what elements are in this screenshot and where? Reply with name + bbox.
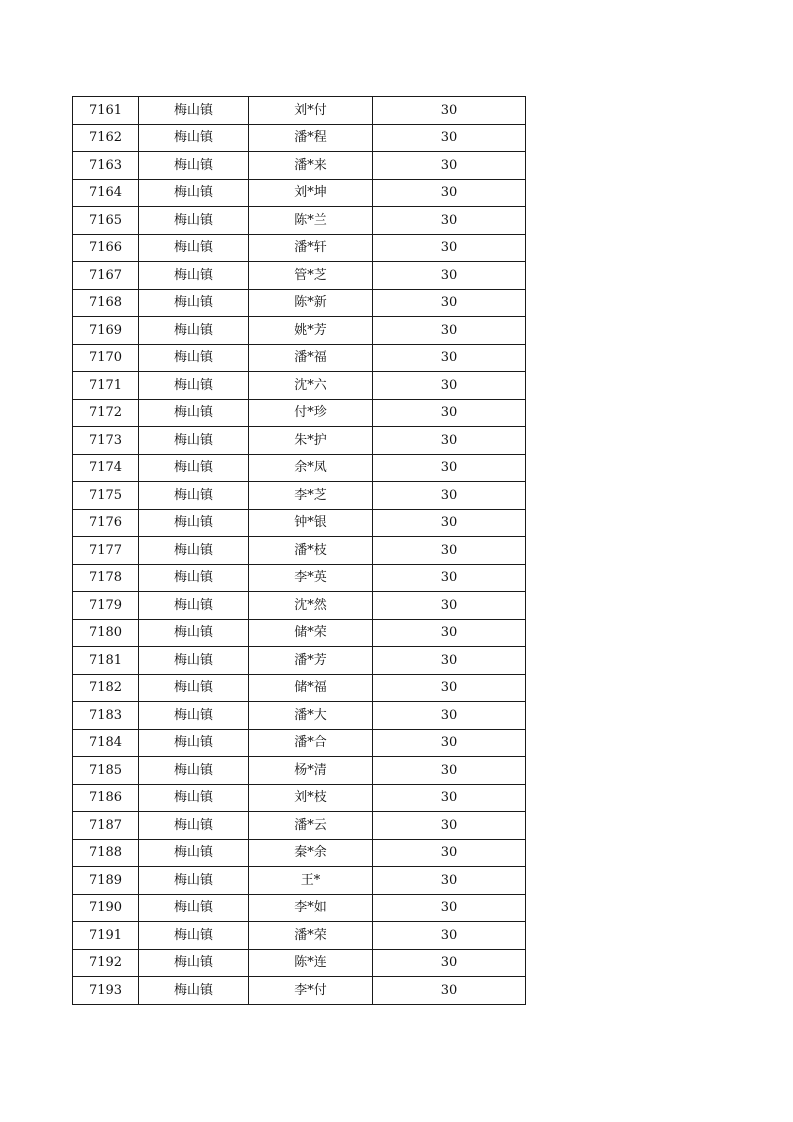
town-cell: 梅山镇 <box>139 729 249 757</box>
town-cell: 梅山镇 <box>139 839 249 867</box>
row-number-cell: 7168 <box>73 289 139 317</box>
table-row <box>73 289 526 317</box>
row-number-cell: 7186 <box>73 784 139 812</box>
name-cell: 储*荣 <box>249 619 373 647</box>
town-cell: 梅山镇 <box>139 234 249 262</box>
row-number-cell: 7192 <box>73 949 139 977</box>
row-number-cell: 7167 <box>73 262 139 290</box>
table-row <box>73 867 526 895</box>
table-row <box>73 784 526 812</box>
town-cell: 梅山镇 <box>139 757 249 785</box>
table-row <box>73 317 526 345</box>
amount-cell: 30 <box>373 207 526 235</box>
amount-cell: 30 <box>373 399 526 427</box>
name-cell: 刘*坤 <box>249 179 373 207</box>
row-number-cell: 7177 <box>73 537 139 565</box>
row-number-cell: 7189 <box>73 867 139 895</box>
amount-cell: 30 <box>373 344 526 372</box>
row-number-cell: 7164 <box>73 179 139 207</box>
table-row <box>73 647 526 675</box>
town-cell: 梅山镇 <box>139 509 249 537</box>
name-cell: 陈*新 <box>249 289 373 317</box>
table-row <box>73 399 526 427</box>
town-cell: 梅山镇 <box>139 427 249 455</box>
table-row <box>73 812 526 840</box>
amount-cell: 30 <box>373 784 526 812</box>
amount-cell: 30 <box>373 537 526 565</box>
town-cell: 梅山镇 <box>139 179 249 207</box>
row-number-cell: 7175 <box>73 482 139 510</box>
name-cell: 钟*银 <box>249 509 373 537</box>
town-cell: 梅山镇 <box>139 702 249 730</box>
town-cell: 梅山镇 <box>139 317 249 345</box>
town-cell: 梅山镇 <box>139 949 249 977</box>
name-cell: 沈*然 <box>249 592 373 620</box>
roster-table <box>72 96 526 1005</box>
table-row <box>73 592 526 620</box>
row-number-cell: 7185 <box>73 757 139 785</box>
row-number-cell: 7171 <box>73 372 139 400</box>
amount-cell: 30 <box>373 262 526 290</box>
amount-cell: 30 <box>373 152 526 180</box>
amount-cell: 30 <box>373 592 526 620</box>
town-cell: 梅山镇 <box>139 537 249 565</box>
table-row <box>73 619 526 647</box>
name-cell: 杨*清 <box>249 757 373 785</box>
table-row <box>73 757 526 785</box>
table-row <box>73 949 526 977</box>
table-row <box>73 207 526 235</box>
town-cell: 梅山镇 <box>139 922 249 950</box>
table-row <box>73 839 526 867</box>
name-cell: 刘*付 <box>249 97 373 125</box>
table-row <box>73 922 526 950</box>
table-row <box>73 179 526 207</box>
town-cell: 梅山镇 <box>139 262 249 290</box>
row-number-cell: 7179 <box>73 592 139 620</box>
amount-cell: 30 <box>373 647 526 675</box>
amount-cell: 30 <box>373 812 526 840</box>
town-cell: 梅山镇 <box>139 564 249 592</box>
amount-cell: 30 <box>373 674 526 702</box>
town-cell: 梅山镇 <box>139 977 249 1005</box>
town-cell: 梅山镇 <box>139 289 249 317</box>
table-row <box>73 152 526 180</box>
town-cell: 梅山镇 <box>139 124 249 152</box>
row-number-cell: 7172 <box>73 399 139 427</box>
town-cell: 梅山镇 <box>139 867 249 895</box>
row-number-cell: 7165 <box>73 207 139 235</box>
name-cell: 陈*兰 <box>249 207 373 235</box>
amount-cell: 30 <box>373 509 526 537</box>
amount-cell: 30 <box>373 922 526 950</box>
amount-cell: 30 <box>373 894 526 922</box>
amount-cell: 30 <box>373 949 526 977</box>
amount-cell: 30 <box>373 97 526 125</box>
town-cell: 梅山镇 <box>139 619 249 647</box>
row-number-cell: 7170 <box>73 344 139 372</box>
name-cell: 余*凤 <box>249 454 373 482</box>
amount-cell: 30 <box>373 702 526 730</box>
town-cell: 梅山镇 <box>139 207 249 235</box>
name-cell: 李*如 <box>249 894 373 922</box>
amount-cell: 30 <box>373 372 526 400</box>
town-cell: 梅山镇 <box>139 399 249 427</box>
amount-cell: 30 <box>373 619 526 647</box>
name-cell: 刘*枝 <box>249 784 373 812</box>
name-cell: 姚*芳 <box>249 317 373 345</box>
town-cell: 梅山镇 <box>139 152 249 180</box>
amount-cell: 30 <box>373 454 526 482</box>
amount-cell: 30 <box>373 757 526 785</box>
amount-cell: 30 <box>373 427 526 455</box>
table-row <box>73 372 526 400</box>
table-row <box>73 729 526 757</box>
amount-cell: 30 <box>373 867 526 895</box>
name-cell: 陈*连 <box>249 949 373 977</box>
table-row <box>73 124 526 152</box>
row-number-cell: 7183 <box>73 702 139 730</box>
name-cell: 潘*轩 <box>249 234 373 262</box>
name-cell: 储*福 <box>249 674 373 702</box>
name-cell: 潘*程 <box>249 124 373 152</box>
name-cell: 潘*荣 <box>249 922 373 950</box>
table-row <box>73 702 526 730</box>
table-row <box>73 97 526 125</box>
town-cell: 梅山镇 <box>139 812 249 840</box>
table-row <box>73 262 526 290</box>
row-number-cell: 7187 <box>73 812 139 840</box>
row-number-cell: 7169 <box>73 317 139 345</box>
amount-cell: 30 <box>373 289 526 317</box>
row-number-cell: 7180 <box>73 619 139 647</box>
table-row <box>73 537 526 565</box>
row-number-cell: 7181 <box>73 647 139 675</box>
name-cell: 秦*余 <box>249 839 373 867</box>
name-cell: 潘*云 <box>249 812 373 840</box>
table-row <box>73 427 526 455</box>
name-cell: 潘*枝 <box>249 537 373 565</box>
name-cell: 潘*福 <box>249 344 373 372</box>
row-number-cell: 7178 <box>73 564 139 592</box>
town-cell: 梅山镇 <box>139 647 249 675</box>
amount-cell: 30 <box>373 234 526 262</box>
town-cell: 梅山镇 <box>139 784 249 812</box>
row-number-cell: 7162 <box>73 124 139 152</box>
name-cell: 管*芝 <box>249 262 373 290</box>
table-row <box>73 234 526 262</box>
row-number-cell: 7163 <box>73 152 139 180</box>
table-row <box>73 674 526 702</box>
row-number-cell: 7166 <box>73 234 139 262</box>
table-row <box>73 977 526 1005</box>
name-cell: 潘*合 <box>249 729 373 757</box>
name-cell: 朱*护 <box>249 427 373 455</box>
name-cell: 潘*大 <box>249 702 373 730</box>
row-number-cell: 7188 <box>73 839 139 867</box>
table-row <box>73 482 526 510</box>
row-number-cell: 7161 <box>73 97 139 125</box>
row-number-cell: 7174 <box>73 454 139 482</box>
town-cell: 梅山镇 <box>139 97 249 125</box>
amount-cell: 30 <box>373 179 526 207</box>
name-cell: 李*英 <box>249 564 373 592</box>
name-cell: 沈*六 <box>249 372 373 400</box>
table-row <box>73 894 526 922</box>
row-number-cell: 7176 <box>73 509 139 537</box>
roster-table-body <box>73 97 526 1005</box>
name-cell: 潘*来 <box>249 152 373 180</box>
name-cell: 王* <box>249 867 373 895</box>
town-cell: 梅山镇 <box>139 482 249 510</box>
amount-cell: 30 <box>373 482 526 510</box>
table-row <box>73 454 526 482</box>
name-cell: 李*付 <box>249 977 373 1005</box>
row-number-cell: 7173 <box>73 427 139 455</box>
table-row <box>73 509 526 537</box>
amount-cell: 30 <box>373 124 526 152</box>
amount-cell: 30 <box>373 317 526 345</box>
row-number-cell: 7190 <box>73 894 139 922</box>
name-cell: 李*芝 <box>249 482 373 510</box>
row-number-cell: 7184 <box>73 729 139 757</box>
name-cell: 潘*芳 <box>249 647 373 675</box>
table-row <box>73 344 526 372</box>
town-cell: 梅山镇 <box>139 372 249 400</box>
amount-cell: 30 <box>373 564 526 592</box>
town-cell: 梅山镇 <box>139 674 249 702</box>
town-cell: 梅山镇 <box>139 894 249 922</box>
amount-cell: 30 <box>373 729 526 757</box>
name-cell: 付*珍 <box>249 399 373 427</box>
town-cell: 梅山镇 <box>139 592 249 620</box>
town-cell: 梅山镇 <box>139 454 249 482</box>
amount-cell: 30 <box>373 977 526 1005</box>
row-number-cell: 7193 <box>73 977 139 1005</box>
town-cell: 梅山镇 <box>139 344 249 372</box>
row-number-cell: 7191 <box>73 922 139 950</box>
amount-cell: 30 <box>373 839 526 867</box>
table-row <box>73 564 526 592</box>
row-number-cell: 7182 <box>73 674 139 702</box>
